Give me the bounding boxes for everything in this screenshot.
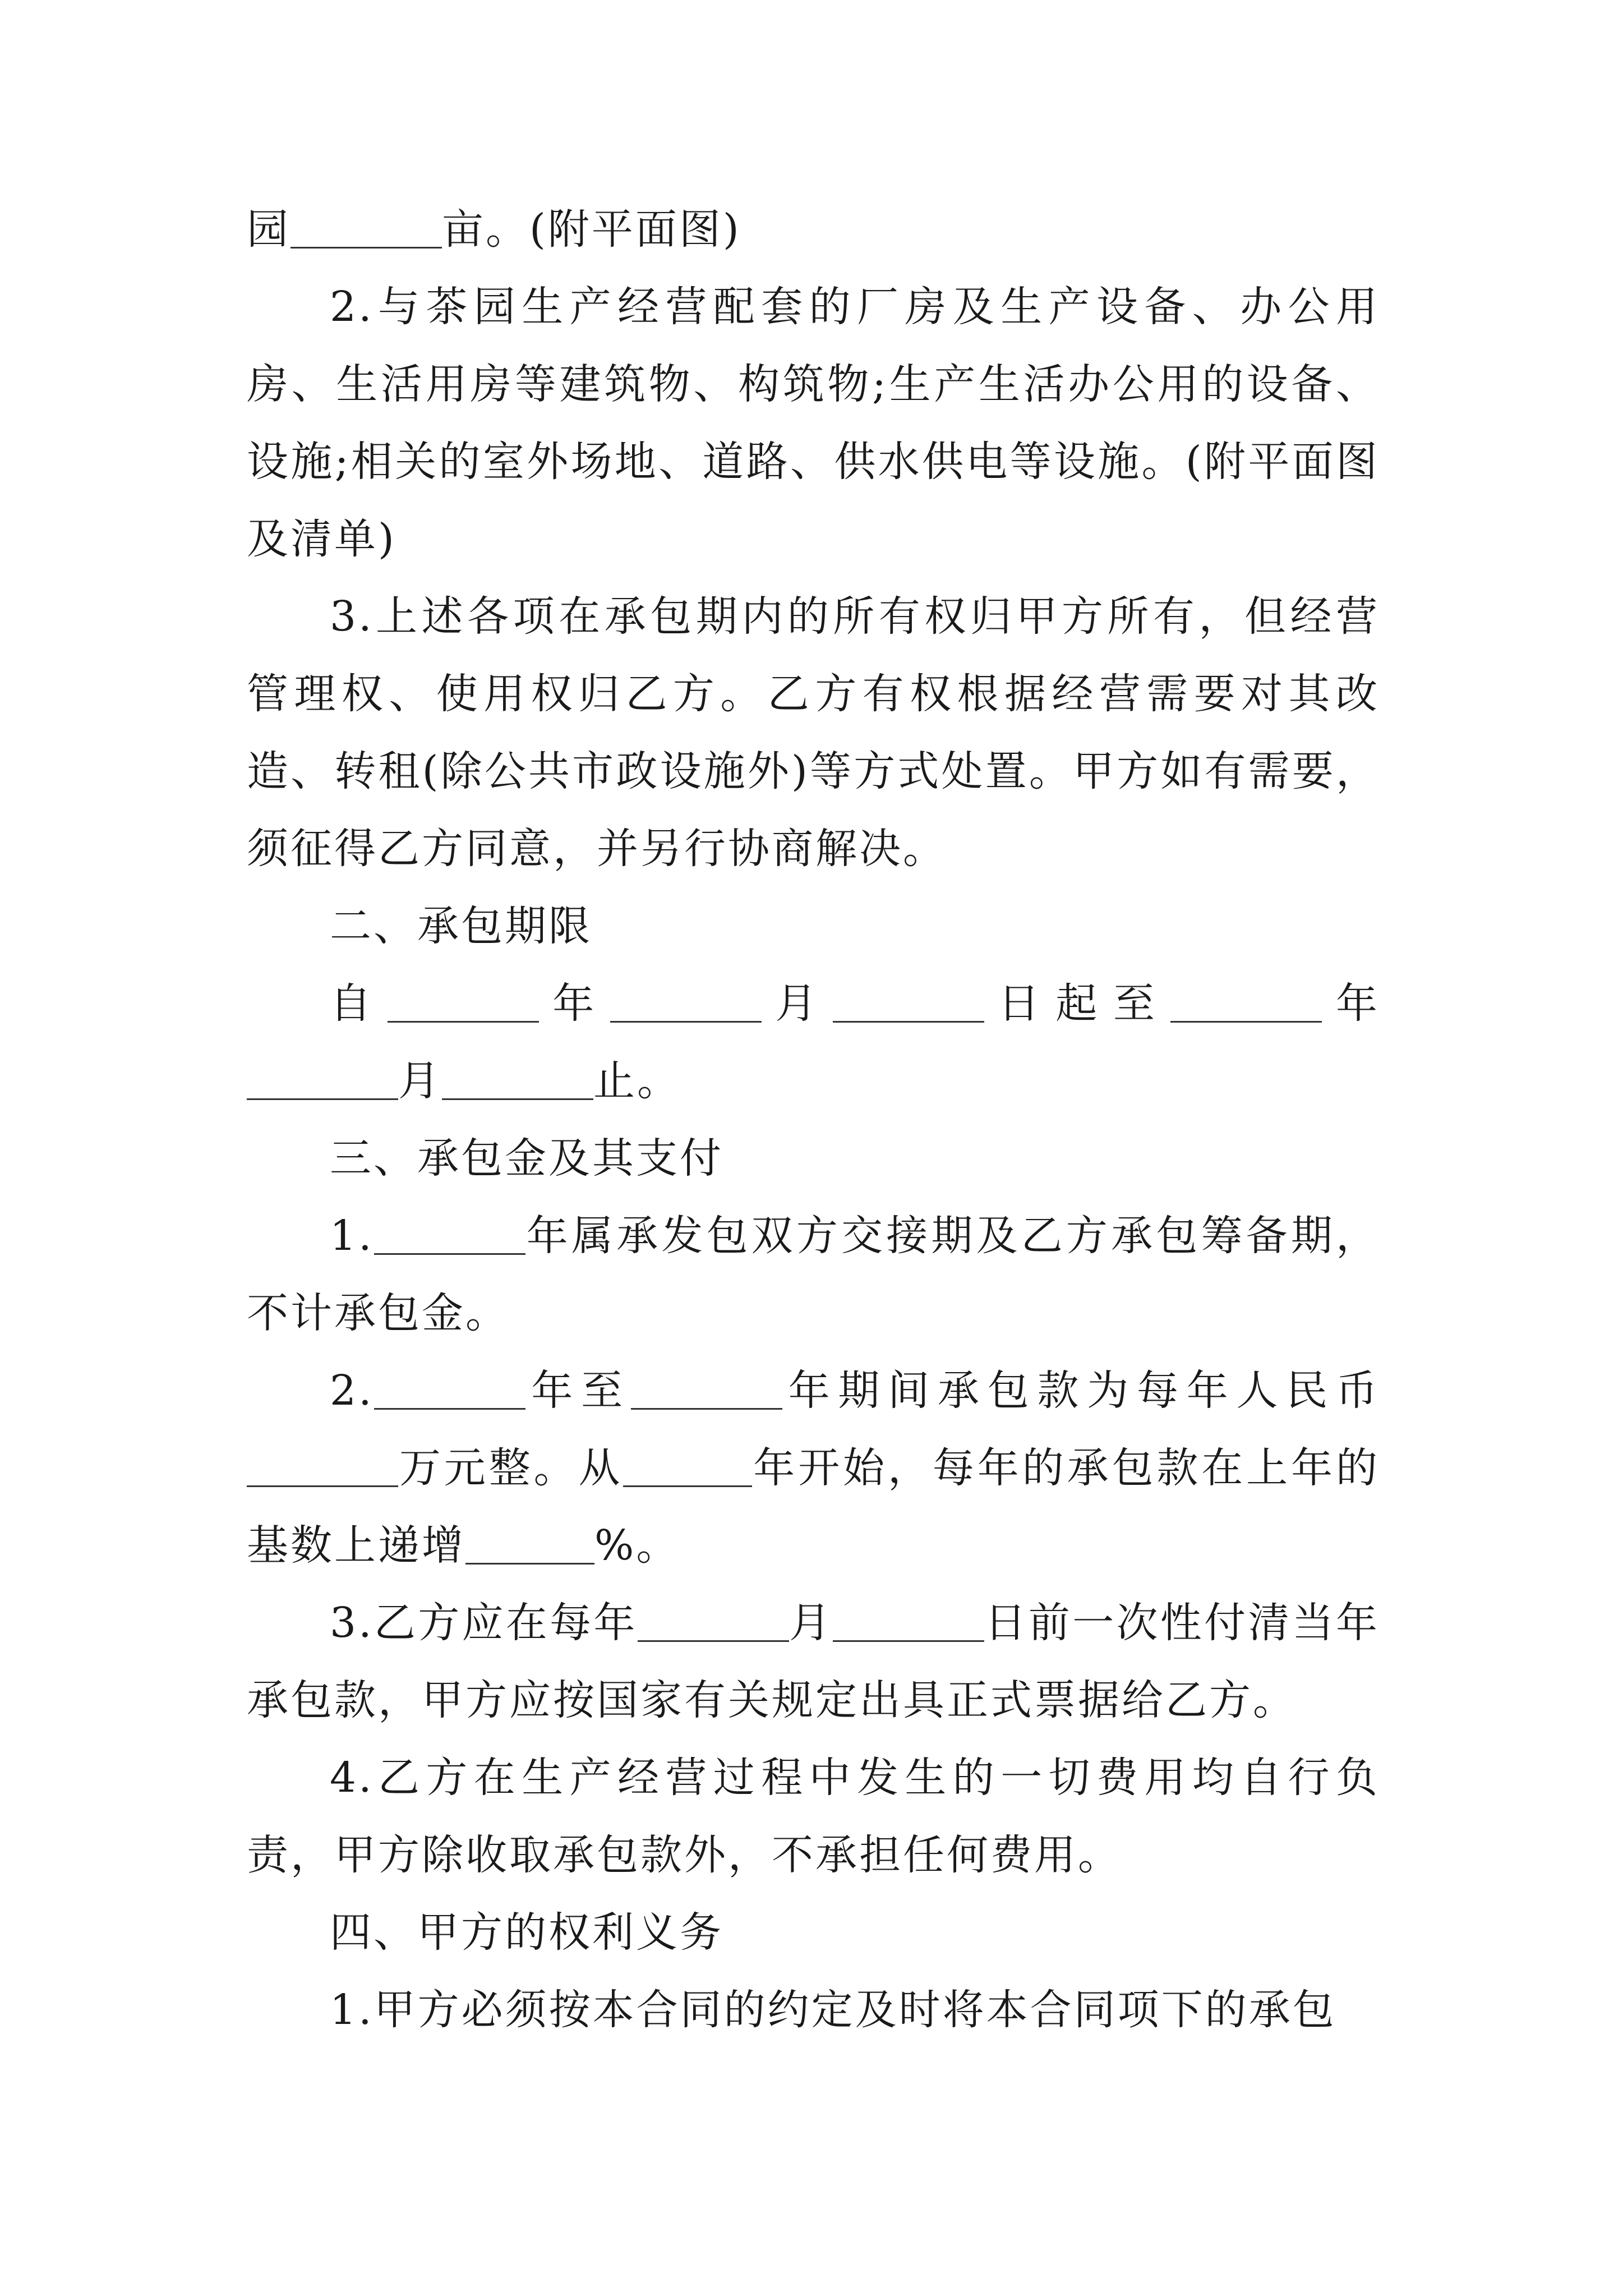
section-heading-party-a: 四、甲方的权利义务 <box>330 1908 723 1957</box>
blank-acreage[interactable] <box>291 205 442 249</box>
blank-period-end-year[interactable] <box>631 1366 782 1410</box>
blank-period-start-year[interactable] <box>374 1366 525 1410</box>
blank-pay-day[interactable] <box>833 1599 984 1642</box>
paragraph-facilities: 2.与茶园生产经营配套的厂房及生产设备、办公用房、生活用房等建筑物、构筑物;生产生活办公用的设备、设施;相关的室外场地、道路、供水供电等设施。(附平面图及清单) <box>247 283 1380 563</box>
section-heading-payment: 三、承包金及其支付 <box>330 1134 723 1182</box>
blank-pay-month[interactable] <box>638 1599 789 1642</box>
blank-start-year[interactable] <box>388 979 539 1023</box>
blank-start-day[interactable] <box>833 979 984 1023</box>
paragraph-payment-3: 3.乙方应在每年 月 日前一次性付清当年承包款，甲方应按国家有关规定出具正式票据给乙方。 <box>247 1599 1380 1724</box>
paragraph-payment-1: 1. 年属承发包双方交接期及乙方承包筹备期，不计承包金。 <box>247 1212 1380 1337</box>
paragraph-term-dates: 自 年 月 日起至 年月 止。 <box>247 965 1380 1120</box>
document-body <box>247 191 1380 2049</box>
section-heading-term: 二、承包期限 <box>330 902 592 950</box>
paragraph-payment-2: 2. 年至 年期间承包款为每年人民币万元整。从 年开始，每年的承包款在上年的基数上递增 %。 <box>247 1366 1380 1570</box>
paragraph-ownership: 3.上述各项在承包期内的所有权归甲方所有，但经营管理权、使用权归乙方。乙方有权根据经营需要对其改造、转租(除公共市政设施外)等方式处置。甲方如有需要，须征得乙方同意，并另行协商解决。 <box>247 592 1380 873</box>
blank-start-month[interactable] <box>610 979 762 1023</box>
blank-end-month-a[interactable] <box>247 1057 398 1100</box>
blank-amount[interactable] <box>247 1444 398 1487</box>
blank-end-day[interactable] <box>442 1057 593 1100</box>
blank-increase-year[interactable] <box>623 1444 752 1487</box>
paragraph-party-a-1: 1.甲方必须按本合同的约定及时将本合同项下的承包 <box>330 1986 1336 2034</box>
paragraph-area: 园 亩。(附平面图) <box>247 205 741 254</box>
paragraph-payment-4: 4.乙方在生产经营过程中发生的一切费用均自行负责，甲方除收取承包款外，不承担任何费用。 <box>247 1754 1380 1879</box>
blank-end-year[interactable] <box>1170 979 1322 1023</box>
blank-handover-year[interactable] <box>374 1212 525 1255</box>
blank-increase-rate[interactable] <box>465 1521 594 1565</box>
